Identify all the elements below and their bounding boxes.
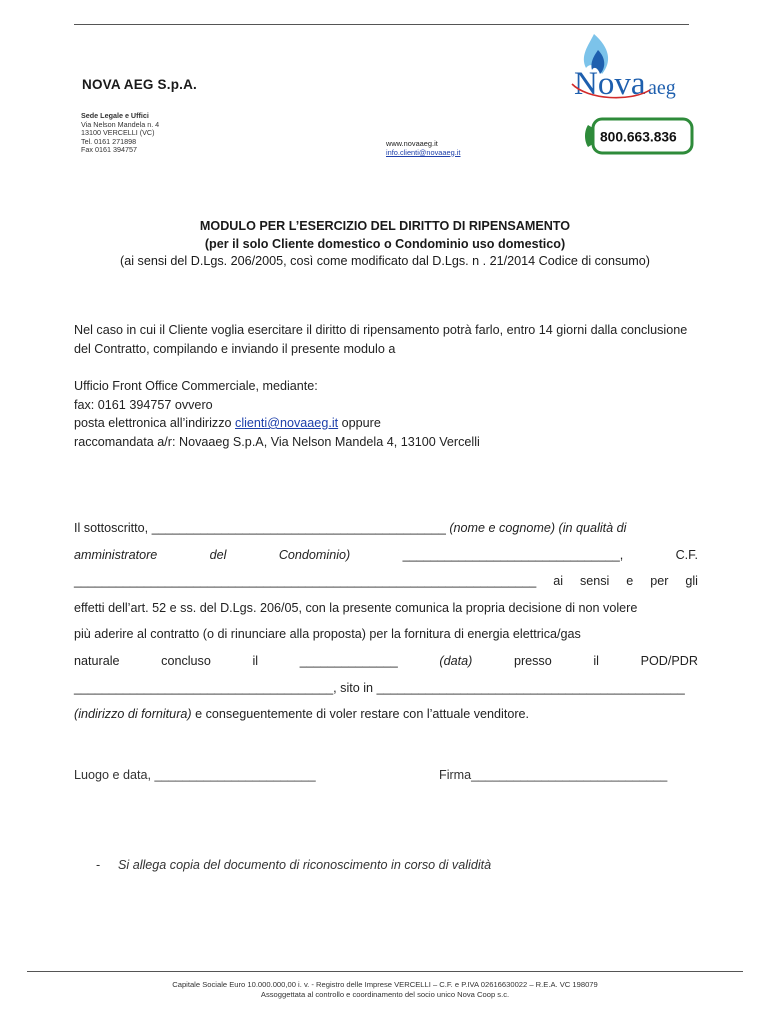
pec-suffix: oppure xyxy=(338,416,381,430)
signature-field[interactable]: Firma____________________________ xyxy=(439,768,668,782)
address-heading: Sede Legale e Uffici xyxy=(81,111,149,120)
declaration-form xyxy=(74,518,698,731)
website-link[interactable]: www.novaaeg.it xyxy=(386,139,438,148)
form-line-administrator: amministratore del Condominio) _______________________________, C.F. xyxy=(74,545,698,572)
supply-address-field[interactable]: ____________________________________________ xyxy=(376,680,685,695)
info-email-link[interactable]: info.clienti@novaaeg.it xyxy=(386,147,461,157)
annex-dash: - xyxy=(96,858,101,872)
annex-note xyxy=(96,858,491,872)
footer-registry: Capitale Sociale Euro 10.000.000,00 i. v. - Registro delle Imprese VERCELLI – C.F. e P.IVA 02616630022 – R.E.A. VC 198079 xyxy=(172,980,598,989)
form-line-address: (indirizzo di fornitura) e conseguentemente di voler restare con l’attuale venditore. xyxy=(74,707,530,722)
form-title xyxy=(0,218,770,271)
form-line-effects: effetti dell’art. 52 e ss. del D.Lgs. 206/05, con la presente comunica la propria decisione di non volere xyxy=(74,600,638,615)
place-date-field[interactable]: Luogo e data, _______________________ xyxy=(74,768,316,782)
form-line-contract: più aderire al contratto (o di rinunciare alla proposta) per la fornitura di energia elettrica/gas xyxy=(74,627,581,642)
toll-free-number xyxy=(584,117,694,155)
form-line-pod: _____________________________________, sito in ____________________________________________ xyxy=(74,680,685,695)
title-legal-reference: (ai sensi del D.Lgs. 206/2005, così come modificato dal D.Lgs. n . 21/2014 Codice di consumo) xyxy=(120,254,650,268)
logo-nova-text: Nova xyxy=(574,66,646,102)
name-field[interactable]: __________________________________________ xyxy=(151,521,450,535)
web-contacts xyxy=(386,140,460,157)
company-address xyxy=(81,112,159,155)
office-line: Ufficio Front Office Commerciale, mediante: xyxy=(74,379,318,393)
address-fax: Fax 0161 394757 xyxy=(81,145,137,155)
submission-methods xyxy=(74,377,704,451)
header-divider xyxy=(74,24,689,25)
contract-date-field[interactable]: ______________ xyxy=(299,653,398,668)
company-name: NOVA AEG S.p.A. xyxy=(82,77,198,92)
annex-text: Si allega copia del documento di riconoscimento in corso di validità xyxy=(118,858,492,872)
pec-line xyxy=(74,414,704,433)
registered-mail-line: raccomandata a/r: Novaaeg S.p.A, Via Nelson Mandela 4, 13100 Vercelli xyxy=(74,434,480,449)
form-line-fiscal-code: __________________________________________________________________ ai sensi e per gli xyxy=(74,571,698,598)
condominium-field[interactable]: _______________________________, xyxy=(402,547,624,562)
novaaeg-logo xyxy=(568,28,693,102)
address-phone: Tel. 0161 271898 xyxy=(81,136,137,146)
phone-number-text: 800.663.836 xyxy=(600,129,677,145)
title-subtitle: (per il solo Cliente domestico o Condominio uso domestico) xyxy=(204,236,566,251)
address-street: Via Nelson Mandela n. 4 xyxy=(81,119,160,129)
fiscal-code-field[interactable]: __________________________________________________________________ xyxy=(74,574,537,589)
form-line-name: Il sottoscritto, __________________________________________ (nome e cognome) (in qualità di xyxy=(74,521,627,535)
address-city: 13100 VERCELLI (VC) xyxy=(81,128,155,138)
company-footer xyxy=(0,980,770,999)
pec-email-link[interactable]: clienti@novaaeg.it xyxy=(235,416,339,430)
form-line-date: naturale concluso il ______________ (data) presso il POD/PDR xyxy=(74,651,698,678)
fax-line: fax: 0161 394757 ovvero xyxy=(74,397,213,412)
pod-pdr-field[interactable]: _____________________________________ xyxy=(74,680,334,695)
footer-divider xyxy=(27,971,743,972)
logo-aeg-text: aeg xyxy=(648,77,676,99)
pec-prefix: posta elettronica all’indirizzo xyxy=(74,416,236,430)
footer-control: Assoggettata al controllo e coordinamento del socio unico Nova Coop s.c. xyxy=(260,989,510,999)
title-main: MODULO PER L’ESERCIZIO DEL DIRITTO DI RIPENSAMENTO xyxy=(199,219,571,233)
intro-paragraph: Nel caso in cui il Cliente voglia esercitare il diritto di ripensamento potrà farlo, entro 14 giorni dalla conclusione del Contratto, compilando e inviando il presente modulo a xyxy=(74,323,688,356)
